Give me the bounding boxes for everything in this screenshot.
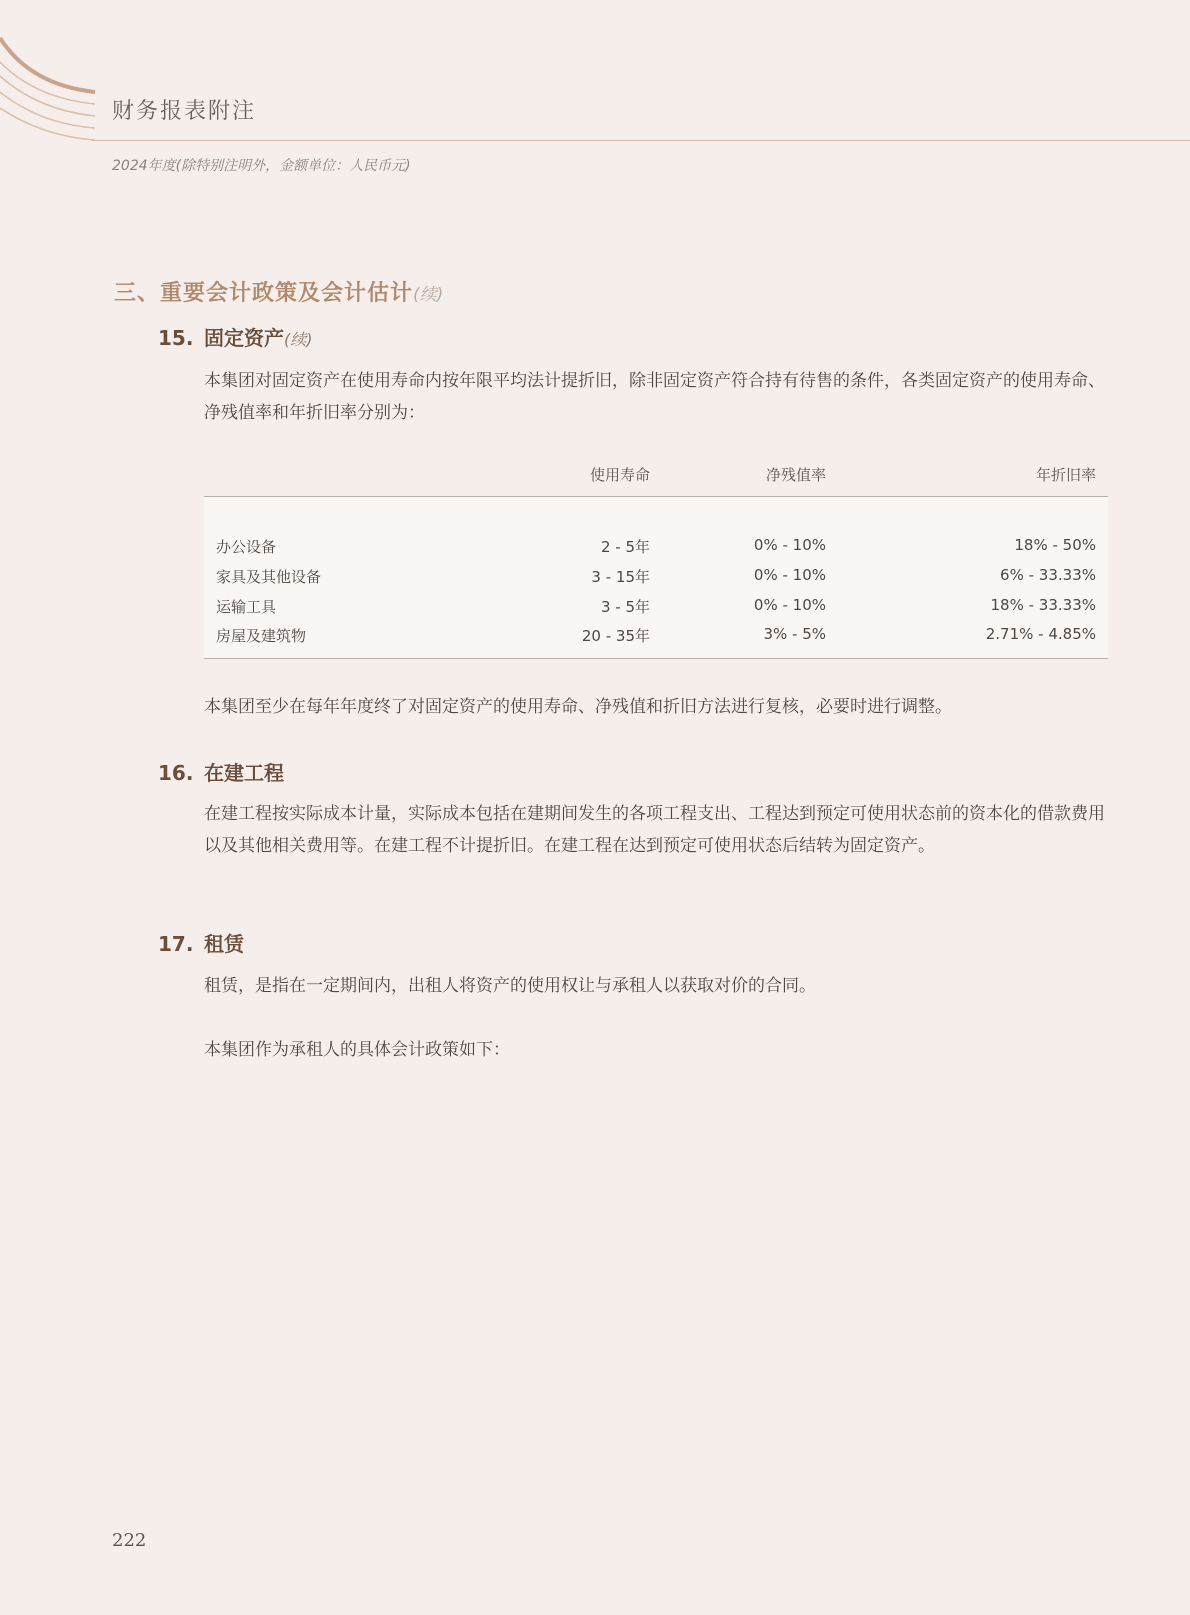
item-15-title: 固定资产	[204, 326, 284, 350]
page-number: 222	[112, 1530, 147, 1551]
depreciation-rate: 2.71% - 4.85%	[985, 625, 1096, 643]
depreciation-rate: 6% - 33.33%	[1000, 566, 1096, 584]
header-divider	[92, 140, 1190, 141]
item-17-heading	[158, 928, 244, 957]
useful-life: 20 - 35年	[581, 627, 650, 645]
decorative-arcs	[0, 0, 120, 145]
page-header-title: 财务报表附注	[112, 99, 257, 124]
residual-rate: 3% - 5%	[763, 625, 826, 643]
item-15-continued-label: (续)	[284, 330, 313, 349]
item-17-body-1: 租赁，是指在一定期间内，出租人将资产的使用权让与承租人以获取对价的合同。	[204, 976, 816, 996]
useful-life: 3 - 5年	[600, 598, 650, 616]
depreciation-rate: 18% - 50%	[1014, 536, 1096, 554]
fixed-asset-table	[204, 497, 1108, 659]
fixed-asset-table-header	[204, 460, 1108, 497]
section-continued-label: (续)	[413, 285, 444, 305]
useful-life: 3 - 15年	[591, 568, 650, 586]
item-16-heading	[158, 757, 284, 786]
page-subtitle: 2024年度(除特别注明外，金额单位：人民币元)	[112, 158, 411, 174]
asset-category: 办公设备	[216, 538, 277, 556]
useful-life: 2 - 5年	[600, 538, 650, 556]
item-15-heading	[158, 322, 313, 351]
table-row	[204, 562, 1108, 592]
header-useful-life: 使用寿命	[589, 466, 650, 484]
item-16-number: 16.	[158, 761, 194, 785]
asset-category: 运输工具	[216, 598, 277, 616]
residual-rate: 0% - 10%	[753, 536, 826, 554]
item-16-body: 在建工程按实际成本计量，实际成本包括在建期间发生的各项工程支出、工程达到预定可使用状态前的资本化的借款费用以及其他相关费用等。在建工程不计提折旧。在建工程在达到预定可使用状态后结转为固定资产。	[204, 804, 1105, 856]
asset-category: 家具及其他设备	[216, 568, 322, 586]
asset-category: 房屋及建筑物	[216, 627, 307, 645]
item-15-intro: 本集团对固定资产在使用寿命内按年限平均法计提折旧，除非固定资产符合持有待售的条件，各类固定资产的使用寿命、净残值率和年折旧率分别为：	[204, 371, 1105, 423]
item-17-title: 租赁	[204, 932, 244, 956]
table-row	[204, 532, 1108, 562]
table-row	[204, 592, 1108, 622]
item-16-title: 在建工程	[204, 761, 284, 785]
item-17-number: 17.	[158, 932, 194, 956]
header-residual-rate: 净残值率	[765, 466, 826, 484]
table-row	[204, 621, 1108, 651]
residual-rate: 0% - 10%	[753, 566, 826, 584]
residual-rate: 0% - 10%	[753, 596, 826, 614]
section-title	[114, 276, 443, 307]
depreciation-rate: 18% - 33.33%	[990, 596, 1096, 614]
item-17-body-2: 本集团作为承租人的具体会计政策如下：	[204, 1040, 510, 1060]
section-title-text: 三、重要会计政策及会计估计	[114, 281, 414, 306]
header-depreciation-rate: 年折旧率	[1035, 466, 1096, 484]
item-15-note: 本集团至少在每年年度终了对固定资产的使用寿命、净残值和折旧方法进行复核，必要时进行调整。	[204, 697, 952, 717]
item-15-number: 15.	[158, 326, 194, 350]
